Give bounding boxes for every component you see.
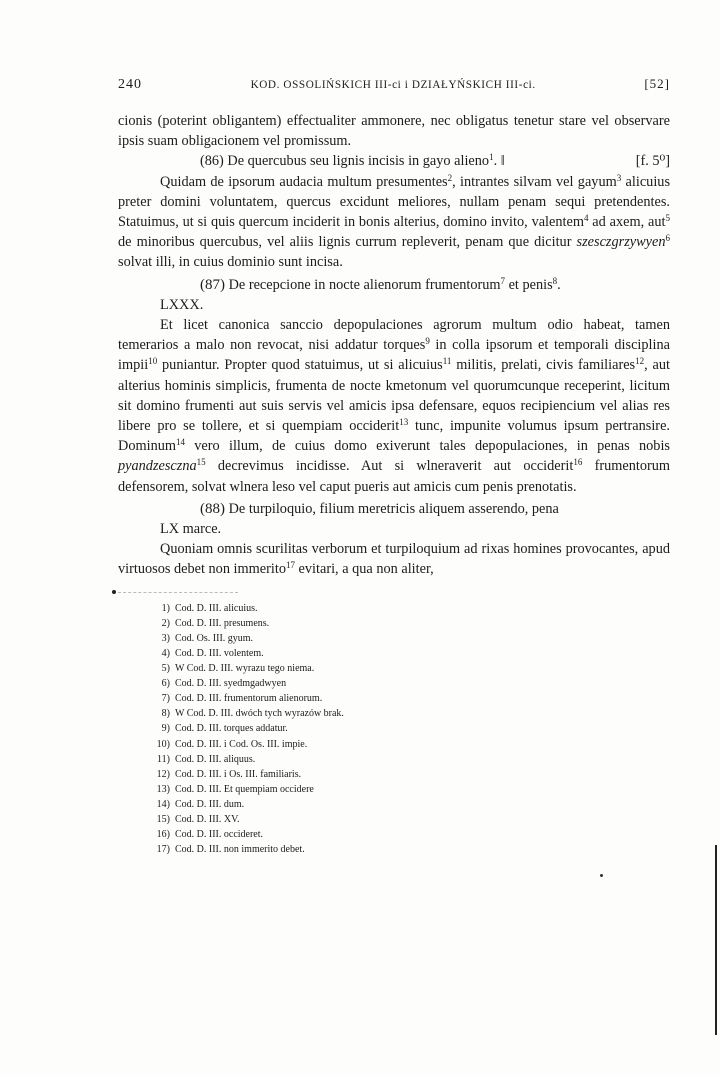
footnote-text: Cod. D. III. alicuius. [175,602,258,614]
footnote [148,631,670,646]
footnote-number: 5) [161,663,170,675]
margin-dot [112,590,116,594]
footnote-text: Cod. D. III. syedmgadwyen [175,678,287,690]
footnote-number: 13) [156,783,170,795]
footnote-text: Cod. D. III. occideret. [175,829,264,841]
page [118,76,670,857]
footnote-number: 6) [161,678,170,690]
footnote-text: Cod. D. III. torques addatur. [175,723,288,735]
footnote [148,842,670,857]
footnote-number: 11) [157,753,170,765]
footnote-text: Cod. D. III. volentem. [175,647,264,659]
paper-speck [600,874,603,877]
section-heading-87: (87) De recepcione in nocte alienorum frumentorum$^7$ et penis$^8$. [200,275,561,293]
footnote-text: Cod. D. III. frumentorum alienorum. [175,693,323,705]
footnote [148,721,670,736]
footnote [148,601,670,616]
footnote-number: 4) [161,647,170,659]
footnote-text: W Cod. D. III. dwóch tych wyrazów brak. [175,708,344,720]
paragraph-86: Quidam de ipsorum audacia multum presumentes$^2$, intrantes silvam vel gayum$^3$ alicuius preter domini voluntatem, quercus excidunt meliores, nullam penam sequi pretendentes. Statuimus, ut si quis quercum inciderit in bonis alterius, domino invito, valentem$^4$ ad axem, aut$^5$ de minoribus quercubus, vel aliis lignis currum repleverit, penam que dicitur szesczgrzywyen$^6$ solvat illi, in cuius dominio sunt incisa. [118,172,671,271]
footnote-text: Cod. D. III. dum. [175,798,245,810]
footnote [148,691,670,706]
footnote-number: 14) [156,798,170,810]
footnote [148,827,670,842]
footnotes [118,601,670,858]
folio-marker: [52] [644,76,670,91]
section-heading-88: (88) De turpiloquio, filium meretricis aliquem asserendo, pena [200,500,559,517]
footnote-number: 9) [161,723,170,735]
footnote [148,616,670,631]
footnote-number: 10) [156,738,170,750]
footnote [148,706,670,721]
page-number: 240 [118,77,142,92]
footnote-text: Cod. D. III. non immerito debet. [175,844,305,856]
running-title: KOD. OSSOLIŃSKICH III-ci i DZIAŁYŃSKICH III-ci. [250,79,536,91]
footnote-text: Cod. D. III. Et quempiam occidere [175,783,314,795]
footnote-text: Cod. D. III. XV. [175,813,240,825]
main-text [118,111,670,580]
paragraph-88: Quoniam omnis scurilitas verborum et turpiloquium ad rixas homines provocantes, apud virtuosos debet non immerito$^{17}$ evitari, a qua non aliter, [118,541,670,578]
footnote [148,767,670,782]
running-header [118,76,670,93]
folio-reference: [f. 5⁰] [635,153,670,170]
footnote-text: Cod. D. III. presumens. [175,617,270,629]
footnote-number: 7) [161,693,170,705]
footnote-separator [118,592,238,593]
footnote [148,797,670,812]
footnote [148,676,670,691]
footnote-number: 8) [161,708,170,720]
footnote-number: 3) [161,632,170,644]
footnote-text: Cod. D. III. i Cod. Os. III. impie. [175,738,308,750]
footnote-text: Cod. D. III. aliquus. [175,753,256,765]
section-heading-88-cont: LX marce. [160,521,222,538]
section-heading-86: (86) De quercubus seu lignis incisis in gayo alieno$^1$. ‖ [f. 5⁰] [118,151,670,171]
footnote [148,752,670,767]
footnote-text: Cod. Os. III. gyum. [175,632,254,644]
section-heading-87-roman: LXXX. [160,296,204,313]
paragraph-87: Et licet canonica sanccio depopulaciones agrorum multum odio habeat, tamen temerarios a malo non revocat, nisi addatur torques$^9$ in colla ipsorum et temporali disciplina impii$^{10}$ puniantur. Propter quod statuimus, ut si alicuius$^{11}$ militis, prelati, civis familiares$^{12}$, aut alterius hominis simplicis, frumenta de nocte kmetonum vel quorumcunque receperint, licitum sit domino frumenti aut suis servis vel amicis ipsa defensare, equos recipiencium vel alias res libere pro se tollere, et si quempiam occiderit$^{13}$ tunc, impunite volumus ipsum pertransire. Dominum$^{14}$ vero illum, de cuius domo exiverunt tales depopulaciones, in penas nobis pyandzesczna$^{15}$ decrevimus incidisse. Aut si wlneraverit aut occiderit$^{16}$ frumentorum defensorem, solvat wlnera leso vel caput pueris aut amicis cum penis prenotatis. [118,317,671,495]
footnote-number: 2) [161,617,170,629]
footnote [148,812,670,827]
footnote-number: 1) [161,602,170,614]
footnote-text: Cod. D. III. i Os. III. familiaris. [175,768,302,780]
footnote [148,737,670,752]
footnote-number: 12) [156,768,170,780]
footnote-number: 16) [156,829,170,841]
footnote-number: 17) [156,844,170,856]
footnote-text: W Cod. D. III. wyrazu tego niema. [175,663,315,675]
footnote-number: 15) [156,813,170,825]
footnote [148,661,670,676]
paragraph-continued: cionis (poterint obligantem) effectualiter ammonere, nec obligatus tenetur stare vel observare ipsis suam obligacionem vel promissum. [118,113,670,150]
page-edge-mark [715,845,717,1035]
footnote [148,646,670,661]
footnote [148,782,670,797]
